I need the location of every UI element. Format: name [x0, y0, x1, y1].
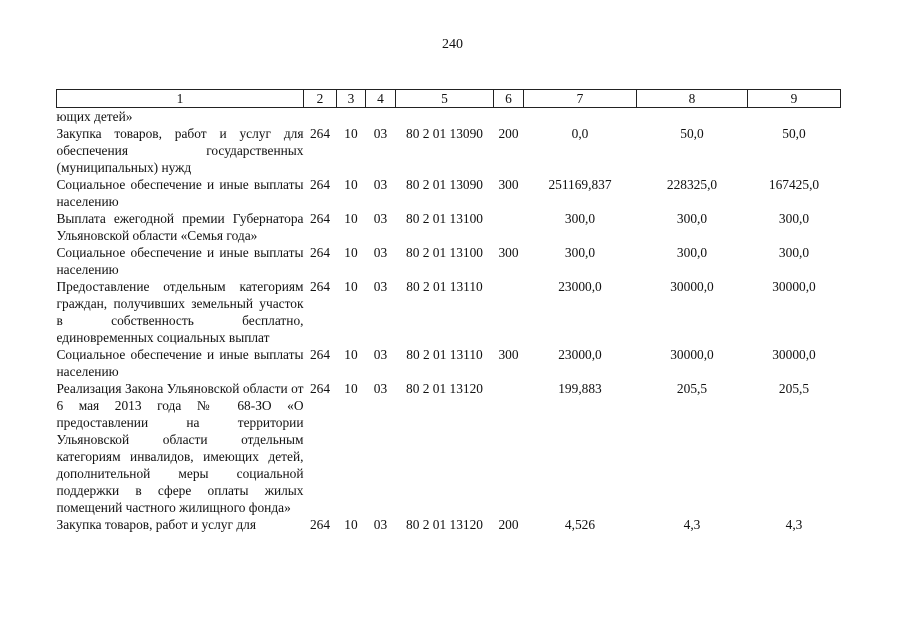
subsection-code-cell: 03 — [373, 245, 388, 260]
table-row — [57, 278, 841, 346]
amount-col9-cell — [748, 108, 841, 126]
ministry-code-cell: 264 — [309, 279, 331, 294]
row-name-cell: Предоставление отдельным категориям граждан, получивших земельный участок в собственность бесплатно, единовременных социальных выплат — [56, 279, 304, 345]
row-name-cell: Социальное обеспечение и иные выплаты населению — [56, 245, 304, 277]
amount-col7-cell: 199,883 — [558, 381, 602, 396]
expense-type-cell: 300 — [498, 177, 519, 192]
subsection-code-cell — [366, 108, 396, 126]
row-name-cell: Закупка товаров, работ и услуг для обеспечения государственных (муниципальных) нужд — [56, 126, 304, 175]
amount-col9-cell: 300,0 — [778, 245, 810, 260]
expense-type-cell — [494, 210, 524, 244]
col-header-9: 9 — [748, 90, 841, 108]
amount-col8-cell: 300,0 — [676, 245, 708, 260]
col-header-4: 4 — [366, 90, 396, 108]
section-code-cell: 10 — [344, 347, 358, 362]
target-article-cell: 80 2 01 13090 — [406, 177, 483, 192]
table-row — [57, 516, 841, 533]
col-header-3: 3 — [337, 90, 366, 108]
row-name-cell: Социальное обеспечение и иные выплаты населению — [56, 177, 304, 209]
amount-col7-cell: 23000,0 — [558, 347, 602, 362]
table-row — [57, 125, 841, 176]
amount-col9-cell: 50,0 — [782, 126, 806, 141]
table-row — [57, 108, 841, 126]
amount-col9-cell: 4,3 — [785, 517, 803, 532]
budget-table — [56, 89, 841, 533]
subsection-code-cell: 03 — [373, 211, 388, 226]
amount-col7-cell: 0,0 — [571, 126, 589, 141]
table-row — [57, 176, 841, 210]
amount-col7-cell: 23000,0 — [558, 279, 602, 294]
row-name-cell: Социальное обеспечение и иные выплаты населению — [56, 347, 304, 379]
amount-col8-cell: 30000,0 — [670, 347, 714, 362]
section-code-cell: 10 — [344, 381, 358, 396]
subsection-code-cell: 03 — [373, 517, 388, 532]
col-header-7: 7 — [524, 90, 637, 108]
section-code-cell: 10 — [344, 211, 358, 226]
expense-type-cell: 300 — [498, 347, 519, 362]
row-name-cell: Реализация Закона Ульяновской области от 6 мая 2013 года № 68-ЗО «О предоставлении на территории Ульяновской области отдельным категориям инвалидов, имеющих детей, дополнительной меры социальной поддержки в сфере оплаты жилых помещений частного жилищного фонда» — [56, 381, 304, 515]
row-name-cell: ющих детей» — [56, 109, 133, 124]
expense-type-cell — [494, 380, 524, 516]
amount-col8-cell: 50,0 — [680, 126, 704, 141]
target-article-cell: 80 2 01 13100 — [406, 211, 483, 226]
col-header-2: 2 — [304, 90, 337, 108]
amount-col7-cell: 300,0 — [564, 211, 596, 226]
header-row — [57, 90, 841, 108]
amount-col8-cell: 30000,0 — [670, 279, 714, 294]
ministry-code-cell: 264 — [309, 177, 331, 192]
col-header-1: 1 — [57, 90, 304, 108]
section-code-cell: 10 — [344, 279, 358, 294]
expense-type-cell — [494, 108, 524, 126]
ministry-code-cell: 264 — [309, 245, 331, 260]
subsection-code-cell: 03 — [373, 177, 388, 192]
section-code-cell: 10 — [344, 517, 358, 532]
table-row — [57, 244, 841, 278]
target-article-cell: 80 2 01 13120 — [406, 517, 483, 532]
ministry-code-cell: 264 — [309, 517, 331, 532]
table-row — [57, 210, 841, 244]
expense-type-cell: 300 — [498, 245, 519, 260]
target-article-cell: 80 2 01 13120 — [406, 381, 483, 396]
amount-col7-cell: 4,526 — [564, 517, 596, 532]
subsection-code-cell: 03 — [373, 381, 388, 396]
target-article-cell: 80 2 01 13110 — [406, 279, 483, 294]
section-code-cell: 10 — [344, 245, 358, 260]
amount-col8-cell: 228325,0 — [666, 177, 718, 192]
ministry-code-cell: 264 — [309, 126, 331, 141]
ministry-code-cell: 264 — [309, 211, 331, 226]
amount-col8-cell: 4,3 — [683, 517, 701, 532]
amount-col9-cell: 205,5 — [778, 381, 810, 396]
amount-col9-cell: 30000,0 — [772, 347, 816, 362]
subsection-code-cell: 03 — [373, 347, 388, 362]
section-code-cell: 10 — [344, 126, 358, 141]
table-row — [57, 346, 841, 380]
amount-col7-cell — [524, 108, 637, 126]
col-header-8: 8 — [637, 90, 748, 108]
expense-type-cell: 200 — [498, 126, 519, 141]
amount-col9-cell: 167425,0 — [768, 177, 820, 192]
amount-col8-cell: 205,5 — [676, 381, 708, 396]
col-header-6: 6 — [494, 90, 524, 108]
target-article-cell: 80 2 01 13100 — [406, 245, 483, 260]
ministry-code-cell: 264 — [309, 347, 331, 362]
target-article-cell — [396, 108, 494, 126]
row-name-cell: Закупка товаров, работ и услуг для — [56, 517, 256, 532]
amount-col9-cell: 300,0 — [778, 211, 810, 226]
col-header-5: 5 — [396, 90, 494, 108]
ministry-code-cell: 264 — [309, 381, 331, 396]
amount-col9-cell: 30000,0 — [772, 279, 816, 294]
amount-col8-cell: 300,0 — [676, 211, 708, 226]
subsection-code-cell: 03 — [373, 126, 388, 141]
amount-col8-cell — [637, 108, 748, 126]
expense-type-cell — [494, 278, 524, 346]
amount-col7-cell: 251169,837 — [548, 177, 612, 192]
expense-type-cell: 200 — [498, 517, 519, 532]
table-row — [57, 380, 841, 516]
section-code-cell — [337, 108, 366, 126]
ministry-code-cell — [304, 108, 337, 126]
subsection-code-cell: 03 — [373, 279, 388, 294]
amount-col7-cell: 300,0 — [564, 245, 596, 260]
page-number: 240 — [442, 37, 463, 52]
section-code-cell: 10 — [344, 177, 358, 192]
target-article-cell: 80 2 01 13110 — [406, 347, 483, 362]
row-name-cell: Выплата ежегодной премии Губернатора Ульяновской области «Семья года» — [56, 211, 304, 243]
target-article-cell: 80 2 01 13090 — [406, 126, 483, 141]
